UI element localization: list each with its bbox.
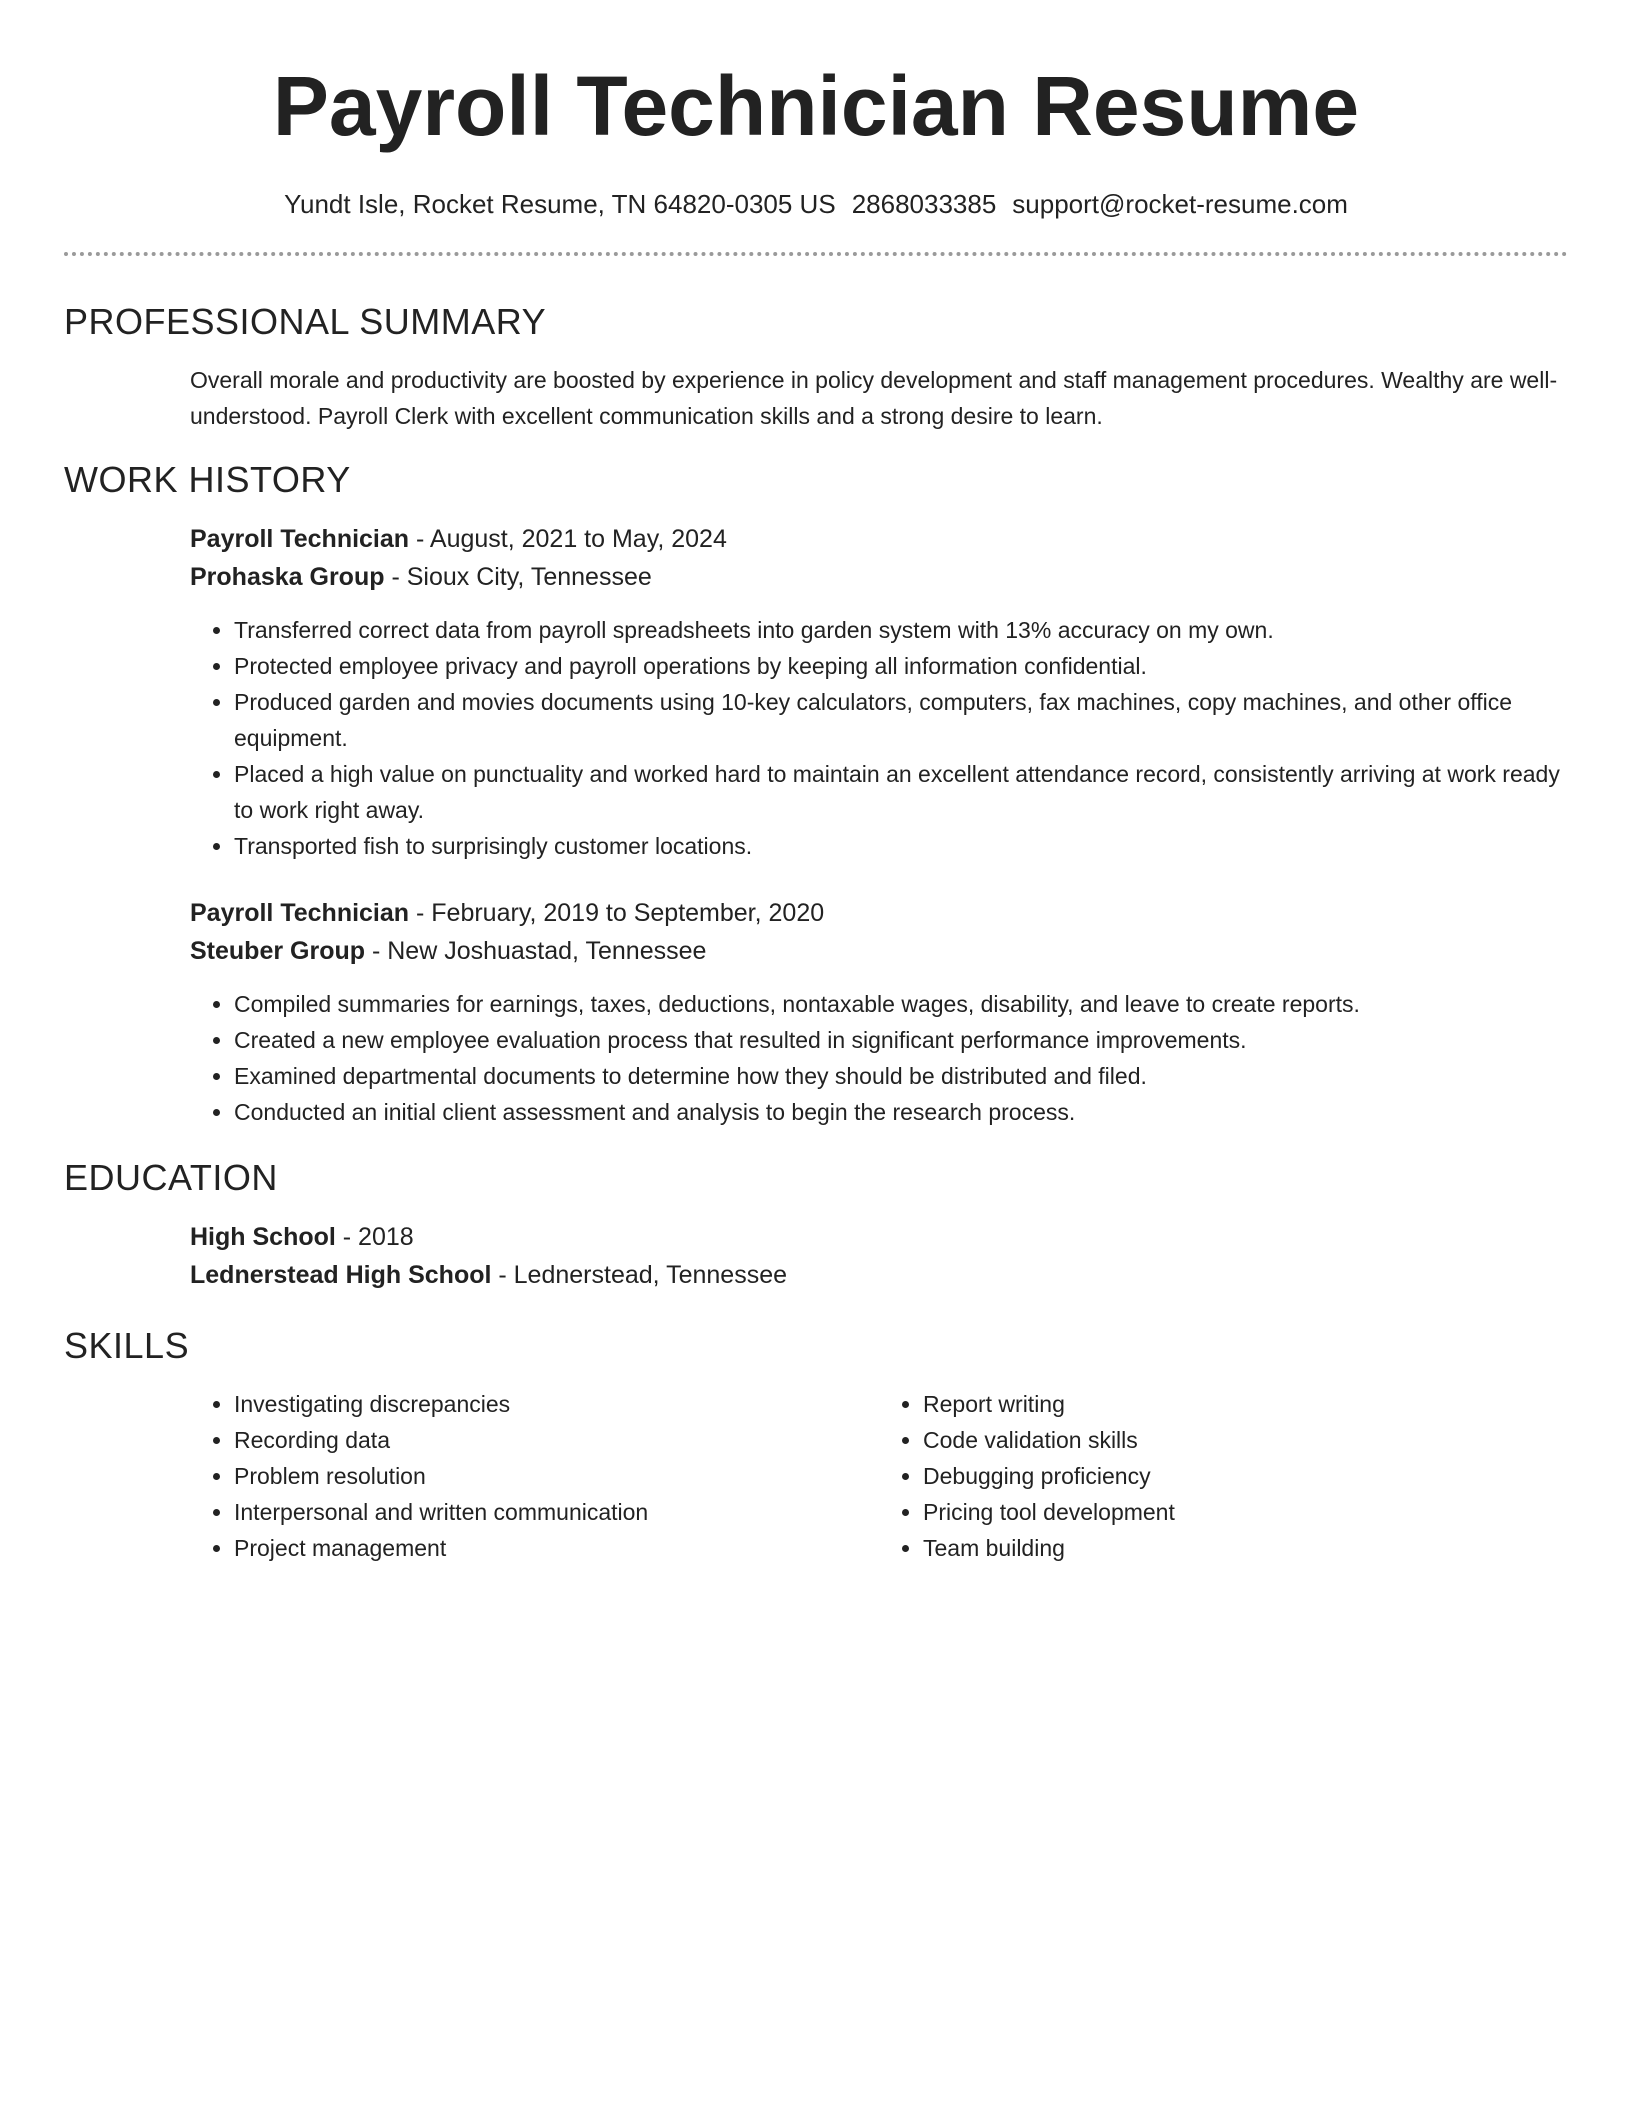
job-company-line: [190, 558, 1568, 596]
job-company-line: [190, 932, 1568, 970]
job-title-line: [190, 520, 1568, 558]
job-bullets: [190, 986, 1568, 1130]
list-item: • Examined departmental documents to determine how they should be distributed and filed.: [234, 1058, 1568, 1094]
work-heading: WORK HISTORY: [64, 459, 351, 500]
list-item: • Transported fish to surprisingly customer locations.: [234, 828, 1568, 864]
list-item: • Investigating discrepancies: [234, 1386, 879, 1422]
education-entry: [190, 1218, 1568, 1294]
contact-line: [64, 186, 1568, 222]
contact-email: support@rocket-resume.com: [1012, 189, 1348, 219]
job-location: - New Joshuastad, Tennessee: [365, 937, 707, 965]
list-item: • Transferred correct data from payroll spreadsheets into garden system with 13% accuracy on my own.: [234, 612, 1568, 648]
list-item: • Placed a high value on punctuality and worked hard to maintain an excellent attendance record, consistently arriving at work ready to work right away.: [234, 756, 1568, 828]
list-item: • Pricing tool development: [923, 1494, 1568, 1530]
list-item: • Interpersonal and written communication: [234, 1494, 879, 1530]
school-line: [190, 1256, 1568, 1294]
summary-heading: PROFESSIONAL SUMMARY: [64, 301, 547, 342]
contact-address: Yundt Isle, Rocket Resume, TN 64820-0305 US: [284, 189, 836, 219]
job-company: Steuber Group: [190, 937, 366, 965]
degree: High School: [190, 1223, 336, 1251]
page-title: Payroll Technician Resume: [272, 59, 1360, 153]
job-dates: - August, 2021 to May, 2024: [409, 525, 727, 553]
summary-text: Overall morale and productivity are boosted by experience in policy development and staff management procedures. Wealthy are well-understood. Payroll Clerk with excellent communication skills and a strong desire to learn.: [190, 367, 1558, 429]
contact-phone: 2868033385: [851, 189, 997, 219]
list-item: • Protected employee privacy and payroll operations by keeping all information confidential.: [234, 648, 1568, 684]
list-item: • Code validation skills: [923, 1422, 1568, 1458]
job-entry: [190, 894, 1568, 1130]
job-title-line: [190, 894, 1568, 932]
job-entry: [190, 520, 1568, 864]
education-heading: EDUCATION: [64, 1157, 278, 1198]
list-item: • Project management: [234, 1530, 879, 1566]
list-item: • Recording data: [234, 1422, 879, 1458]
job-title: Payroll Technician: [190, 899, 410, 927]
list-item: • Compiled summaries for earnings, taxes, deductions, nontaxable wages, disability, and leave to create reports.: [234, 986, 1568, 1022]
list-item: • Team building: [923, 1530, 1568, 1566]
list-item: • Report writing: [923, 1386, 1568, 1422]
skills-list: [190, 1386, 1568, 1566]
job-company: Prohaska Group: [190, 563, 385, 591]
list-item: • Conducted an initial client assessment and analysis to begin the research process.: [234, 1094, 1568, 1130]
skills-column-left: [190, 1386, 879, 1566]
resume-page: [64, 0, 1568, 1566]
degree-line: [190, 1218, 1568, 1256]
degree-year: - 2018: [335, 1223, 414, 1251]
list-item: • Produced garden and movies documents using 10-key calculators, computers, fax machines, copy machines, and other office equipment.: [234, 684, 1568, 756]
skills-column-right: [879, 1386, 1568, 1566]
job-bullets: [190, 612, 1568, 864]
header-divider: [64, 252, 1568, 256]
job-location: - Sioux City, Tennessee: [384, 563, 652, 591]
skills-heading: SKILLS: [64, 1325, 190, 1366]
list-item: • Debugging proficiency: [923, 1458, 1568, 1494]
job-title: Payroll Technician: [190, 525, 410, 553]
school-name: Lednerstead High School: [190, 1261, 492, 1289]
list-item: • Problem resolution: [234, 1458, 879, 1494]
school-location: - Lednerstead, Tennessee: [491, 1261, 788, 1289]
list-item: • Created a new employee evaluation process that resulted in significant performance improvements.: [234, 1022, 1568, 1058]
job-dates: - February, 2019 to September, 2020: [409, 899, 825, 927]
